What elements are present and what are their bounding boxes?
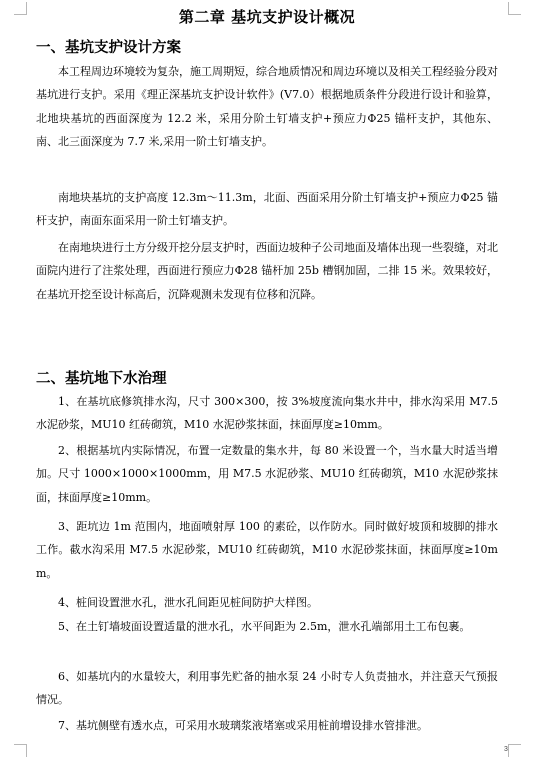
paragraph: 7、基坑侧壁有透水点，可采用水玻璃浆液堵塞或采用桩前增设排水管排泄。 [58, 719, 428, 732]
section-heading-groundwater: 二、基坑地下水治理 [36, 370, 167, 387]
paragraph: 3、距坑边 1m 范围内，地面喷射厚 100 的素砼，以作防水。同时做好坡顶和坡脚的排水工作。截水沟采用 M7.5 水泥砂浆，MU10 红砖砌筑，M10 水泥砂浆抹面，抹面厚度≥10mm。 [36, 520, 498, 580]
paragraph: 4、桩间设置泄水孔，泄水孔间距见桩间防护大样图。 [58, 596, 318, 609]
section-heading-support-design: 一、基坑支护设计方案 [36, 39, 181, 56]
paragraph: 6、如基坑内的水量较大，利用事先贮备的抽水泵 24 小时专人负责抽水，并注意天气预报情况。 [36, 670, 498, 707]
paragraph: 1、在基坑底修筑排水沟，尺寸 300×300，按 3%坡度流向集水井中，排水沟采用 M7.5 水泥砂浆，MU10 红砖砌筑，M10 水泥砂浆抹面，抹面厚度≥10mm。 [36, 395, 498, 432]
chapter-title: 第二章 基坑支护设计概况 [178, 8, 356, 26]
paragraph: 2、根据基坑内实际情况，布置一定数量的集水井，每 80 米设置一个，当水量大时适当增加。尺寸 1000×1000×1000mm，用 M7.5 水泥砂浆、MU10 红砖砌筑，M10 水泥砂浆抹面，抹面厚度≥10mm。 [36, 444, 498, 504]
page-number: 3 [504, 746, 508, 753]
paragraph: 在南地块进行土方分级开挖分层支护时，西面边坡种子公司地面及墙体出现一些裂缝，对北面院内进行了注浆处理，西面进行预应力Φ28 锚杆加 25b 槽钢加固，二排 15 米。效果较好，在基坑开挖至设计标高后，沉降观测未发现有位移和沉降。 [36, 241, 498, 301]
paragraph: 南地块基坑的支护高度 12.3m～11.3m，北面、西面采用分阶土钉墙支护+预应力Φ25 锚杆支护，南面东面采用一阶土钉墙支护。 [36, 191, 498, 228]
paragraph: 5、在土钉墙坡面设置适量的泄水孔，水平间距为 2.5m，泄水孔端部用土工布包裹。 [58, 620, 471, 633]
margin-corner-mark [14, 744, 27, 757]
paragraph: 本工程周边环境较为复杂，施工周期短，综合地质情况和周边环境以及相关工程经验分段对基坑进行支护。采用《理正深基坑支护设计软件》(V7.0）根据地质条件分段进行设计和验算，北地块基坑的西面深度为 12.2 米，采用分阶土钉墙支护+预应力Φ25 锚杆支护，其他东、南、北三面深度为 7.7 米,采用一阶土钉墙支护。 [36, 65, 498, 149]
margin-corner-mark [508, 744, 521, 757]
